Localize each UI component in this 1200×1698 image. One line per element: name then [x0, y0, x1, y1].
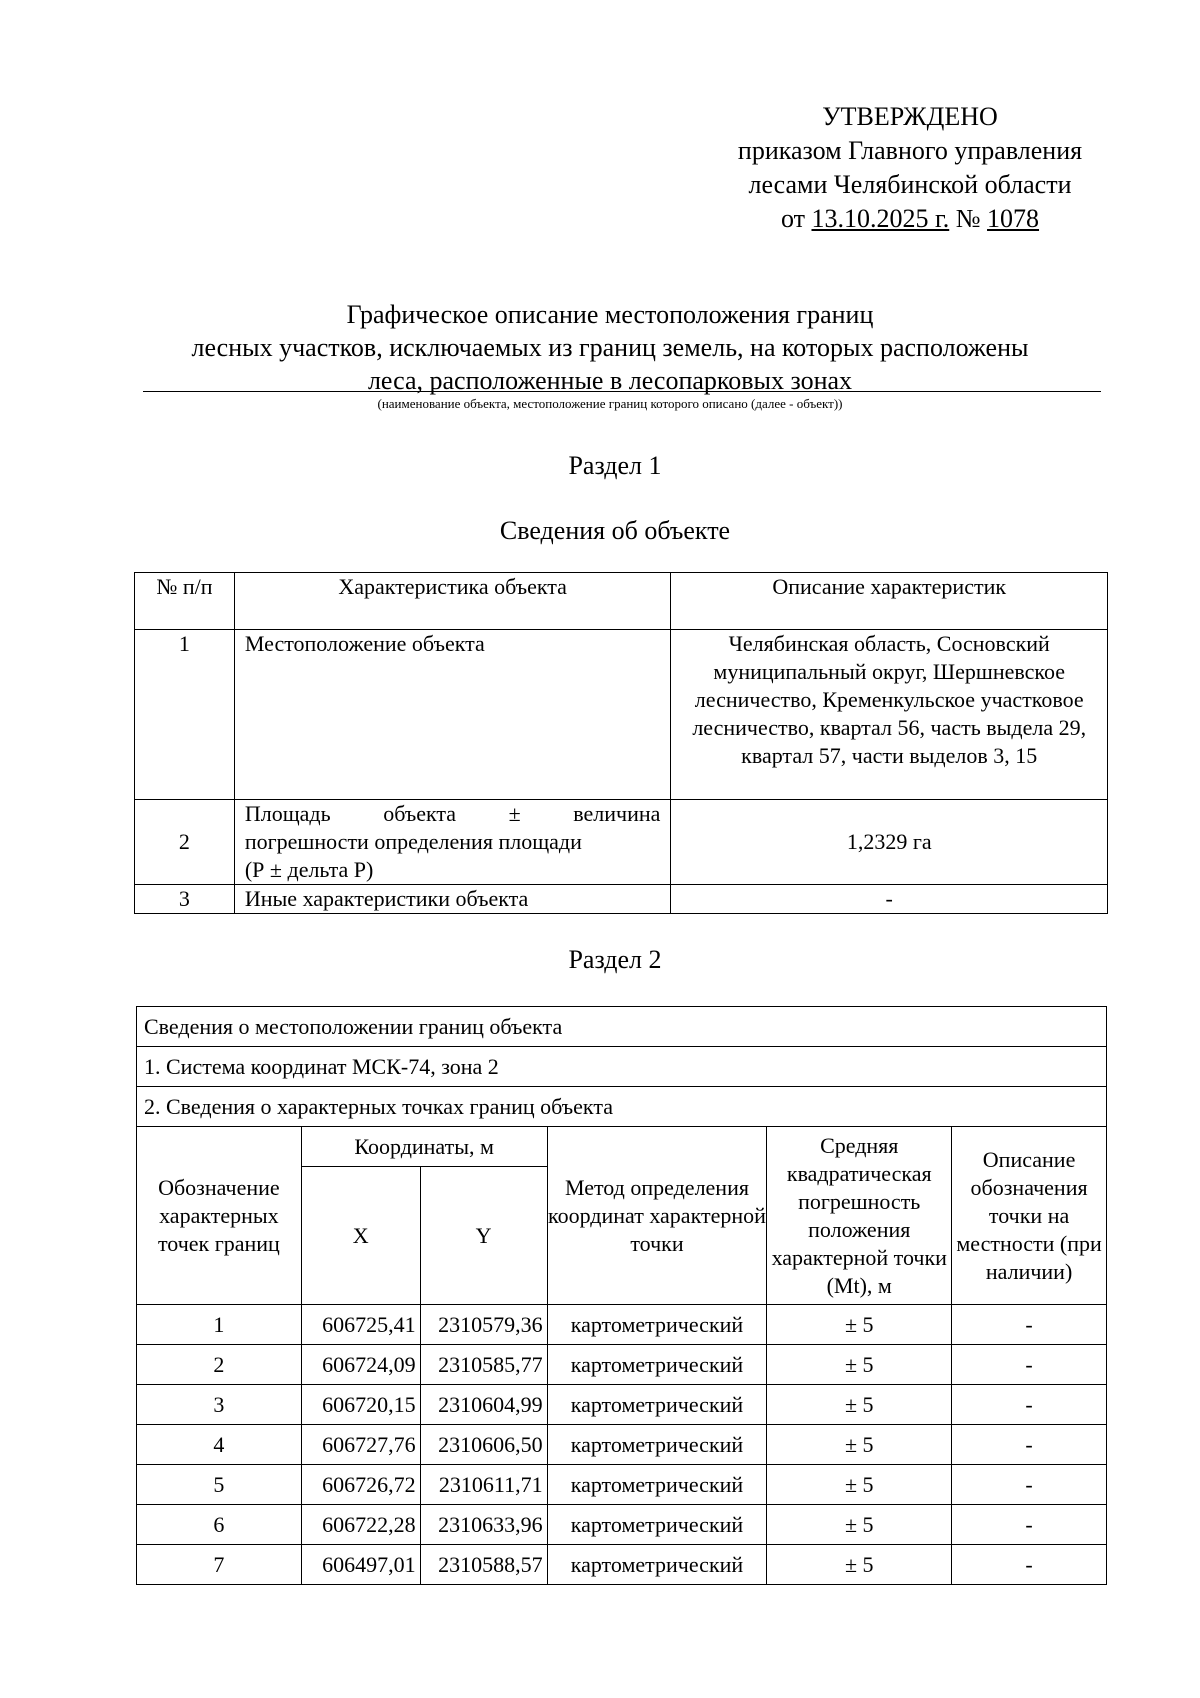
point-y: 2310588,57 [420, 1545, 547, 1585]
table-title-row [137, 1007, 1107, 1047]
point-error: ± 5 [767, 1505, 952, 1545]
point-id: 1 [137, 1305, 302, 1345]
table-title: Сведения о местоположении границ объекта [137, 1007, 1107, 1047]
approval-line-1: приказом Главного управления [737, 136, 1083, 165]
header-y: Y [420, 1167, 547, 1305]
row-description: - [671, 885, 1108, 914]
coord-system: 1. Система координат МСК-74, зона 2 [137, 1047, 1107, 1087]
point-error: ± 5 [767, 1345, 952, 1385]
point-id: 7 [137, 1545, 302, 1585]
coord-system-row [137, 1047, 1107, 1087]
date-prefix: от [780, 204, 805, 233]
point-error: ± 5 [767, 1385, 952, 1425]
point-y: 2310633,96 [420, 1505, 547, 1545]
point-id: 5 [137, 1465, 302, 1505]
section-1-subheading: Сведения об объекте [499, 516, 731, 545]
point-desc: - [952, 1385, 1107, 1425]
point-x: 606726,72 [301, 1465, 420, 1505]
point-method: картометрический [547, 1465, 767, 1505]
document-title [120, 298, 1100, 397]
point-desc: - [952, 1305, 1107, 1345]
approval-date-line [700, 202, 1120, 236]
title-line-2: лесных участков, исключаемых из границ земель, на которых расположены [191, 333, 1029, 362]
header-num: № п/п [135, 573, 235, 630]
title-caption: (наименование объекта, местоположение границ которого описано (далее - объект)) [377, 396, 843, 411]
point-method: картометрический [547, 1305, 767, 1345]
row-num: 2 [135, 800, 235, 885]
row-description: 1,2329 га [671, 800, 1108, 885]
approval-title: УТВЕРЖДЕНО [822, 102, 998, 131]
header-method: Метод определения координат характерной точки [547, 1127, 767, 1305]
point-desc: - [952, 1425, 1107, 1465]
point-desc: - [952, 1545, 1107, 1585]
approval-line-2: лесами Челябинской области [748, 170, 1072, 199]
table-row [137, 1425, 1107, 1465]
points-title: 2. Сведения о характерных точках границ объекта [137, 1087, 1107, 1127]
section-1-heading: Раздел 1 [568, 451, 662, 480]
point-method: картометрический [547, 1425, 767, 1465]
point-method: картометрический [547, 1385, 767, 1425]
section-2-heading: Раздел 2 [568, 945, 662, 974]
header-point: Обозначение характерных точек границ [137, 1127, 302, 1305]
point-x: 606497,01 [301, 1545, 420, 1585]
row-description: Челябинская область, Сосновский муниципальный округ, Шершневское лесничество, Кременкульское участковое лесничество, квартал 56, часть выдела 29, квартал 57, части выделов 3, 15 [671, 630, 1108, 800]
point-desc: - [952, 1345, 1107, 1385]
table-row [137, 1505, 1107, 1545]
row-num: 3 [135, 885, 235, 914]
point-x: 606722,28 [301, 1505, 420, 1545]
point-error: ± 5 [767, 1545, 952, 1585]
header-row-1 [137, 1127, 1107, 1167]
order-date: 13.10.2025 г. [811, 204, 950, 233]
title-line-3: леса, расположенные в лесопарковых зонах [367, 366, 853, 395]
point-id: 4 [137, 1425, 302, 1465]
title-line-1: Графическое описание местоположения границ [346, 300, 874, 329]
table-row [137, 1345, 1107, 1385]
table-header-row [135, 573, 1108, 630]
point-y: 2310604,99 [420, 1385, 547, 1425]
table-row [135, 630, 1108, 800]
point-id: 6 [137, 1505, 302, 1545]
row-characteristic: Местоположение объекта [234, 630, 671, 800]
header-coords: Координаты, м [301, 1127, 547, 1167]
table-row [135, 800, 1108, 885]
boundary-points-table [136, 1006, 1107, 1585]
table-row [135, 885, 1108, 914]
title-underline [143, 391, 1101, 392]
header-error: Средняя квадратическая погрешность положения характерной точки (Mt), м [767, 1127, 952, 1305]
point-error: ± 5 [767, 1305, 952, 1345]
point-error: ± 5 [767, 1425, 952, 1465]
row-characteristic [234, 800, 671, 885]
row-characteristic: Иные характеристики объекта [234, 885, 671, 914]
approval-block [700, 100, 1120, 236]
point-x: 606724,09 [301, 1345, 420, 1385]
table-row [137, 1305, 1107, 1345]
point-desc: - [952, 1505, 1107, 1545]
table-row [137, 1545, 1107, 1585]
characteristic-line-2: погрешности определения площади [244, 829, 582, 854]
point-id: 2 [137, 1345, 302, 1385]
order-number: 1078 [987, 204, 1040, 233]
header-description: Описание характеристик [671, 573, 1108, 630]
header-x: X [301, 1167, 420, 1305]
point-x: 606725,41 [301, 1305, 420, 1345]
object-info-table [134, 572, 1108, 914]
point-x: 606727,76 [301, 1425, 420, 1465]
point-error: ± 5 [767, 1465, 952, 1505]
header-characteristic: Характеристика объекта [234, 573, 671, 630]
row-num: 1 [135, 630, 235, 800]
header-desc: Описание обозначения точки на местности (при наличии) [952, 1127, 1107, 1305]
table-row [137, 1465, 1107, 1505]
point-y: 2310579,36 [420, 1305, 547, 1345]
number-sign: № [955, 204, 981, 233]
point-y: 2310606,50 [420, 1425, 547, 1465]
characteristic-line-3: (Р ± дельта Р) [244, 857, 374, 882]
point-method: картометрический [547, 1345, 767, 1385]
points-title-row [137, 1087, 1107, 1127]
point-method: картометрический [547, 1505, 767, 1545]
point-y: 2310585,77 [420, 1345, 547, 1385]
point-method: картометрический [547, 1545, 767, 1585]
point-x: 606720,15 [301, 1385, 420, 1425]
point-desc: - [952, 1465, 1107, 1505]
table-row [137, 1385, 1107, 1425]
point-id: 3 [137, 1385, 302, 1425]
characteristic-line-1: Площадь объекта ± величина [244, 801, 661, 826]
point-y: 2310611,71 [420, 1465, 547, 1505]
